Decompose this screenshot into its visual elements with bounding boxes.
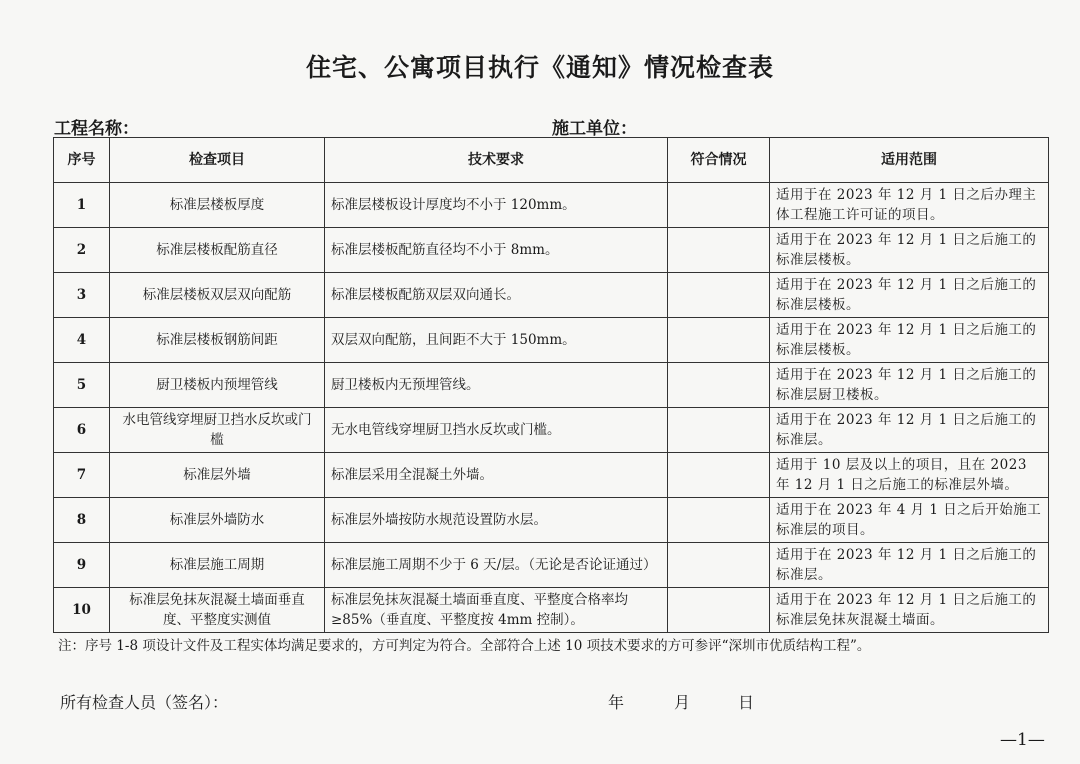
- compliance-cell: [668, 498, 770, 543]
- table-row: [54, 273, 1049, 318]
- check-item: 标准层楼板配筋直径: [110, 228, 325, 273]
- row-num: 2: [54, 228, 110, 273]
- requirement: 标准层外墙按防水规范设置防水层。: [325, 498, 668, 543]
- scope: 适用于在 2023 年 4 月 1 日之后开始施工标准层的项目。: [770, 498, 1049, 543]
- check-item: 标准层外墙防水: [110, 498, 325, 543]
- check-item: 标准层外墙: [110, 453, 325, 498]
- contractor-label: 施工单位：: [552, 119, 637, 139]
- header-requirement: 技术要求: [325, 138, 668, 183]
- compliance-cell: [668, 318, 770, 363]
- date-day-label: 日: [738, 693, 755, 712]
- scope: 适用于在 2023 年 12 月 1 日之后施工的标准层。: [770, 408, 1049, 453]
- project-name-label: 工程名称：: [54, 119, 139, 139]
- table-row: [54, 543, 1049, 588]
- scope: 适用于在 2023 年 12 月 1 日之后施工的标准层楼板。: [770, 273, 1049, 318]
- scope: 适用于在 2023 年 12 月 1 日之后施工的标准层厨卫楼板。: [770, 363, 1049, 408]
- table-row: [54, 363, 1049, 408]
- requirement: 标准层楼板设计厚度均不小于 120mm。: [325, 183, 668, 228]
- row-num: 6: [54, 408, 110, 453]
- header-num: 序号: [54, 138, 110, 183]
- requirement: 标准层楼板配筋双层双向通长。: [325, 273, 668, 318]
- table-row: [54, 183, 1049, 228]
- compliance-cell: [668, 183, 770, 228]
- table-row: [54, 408, 1049, 453]
- row-num: 8: [54, 498, 110, 543]
- scope: 适用于在 2023 年 12 月 1 日之后施工的标准层楼板。: [770, 228, 1049, 273]
- check-item: 厨卫楼板内预埋管线: [110, 363, 325, 408]
- signature-label: 所有检查人员（签名）：: [60, 693, 229, 712]
- page-number: —1—: [1000, 730, 1045, 750]
- scope: 适用于在 2023 年 12 月 1 日之后施工的标准层楼板。: [770, 318, 1049, 363]
- scope: 适用于 10 层及以上的项目，且在 2023 年 12 月 1 日之后施工的标准层外墙。: [770, 453, 1049, 498]
- row-num: 10: [54, 588, 110, 633]
- document-title: 住宅、公寓项目执行《通知》情况检查表: [305, 53, 774, 82]
- check-item: 标准层施工周期: [110, 543, 325, 588]
- requirement: 标准层采用全混凝土外墙。: [325, 453, 668, 498]
- table-row: [54, 318, 1049, 363]
- compliance-cell: [668, 453, 770, 498]
- row-num: 1: [54, 183, 110, 228]
- scope: 适用于在 2023 年 12 月 1 日之后施工的标准层免抹灰混凝土墙面。: [770, 588, 1049, 633]
- table-row: [54, 453, 1049, 498]
- inspection-table: [53, 137, 1049, 633]
- table-header-row: [54, 138, 1049, 183]
- scope: 适用于在 2023 年 12 月 1 日之后施工的标准层。: [770, 543, 1049, 588]
- row-num: 5: [54, 363, 110, 408]
- check-item: 标准层楼板钢筋间距: [110, 318, 325, 363]
- requirement: 厨卫楼板内无预埋管线。: [325, 363, 668, 408]
- row-num: 9: [54, 543, 110, 588]
- compliance-cell: [668, 588, 770, 633]
- check-item: 水电管线穿埋厨卫挡水反坎或门槛: [110, 408, 325, 453]
- check-item: 标准层免抹灰混凝土墙面垂直度、平整度实测值: [110, 588, 325, 633]
- table-row: [54, 498, 1049, 543]
- requirement: 无水电管线穿埋厨卫挡水反坎或门槛。: [325, 408, 668, 453]
- header-item: 检查项目: [110, 138, 325, 183]
- date-month-label: 月: [674, 693, 691, 712]
- table-row: [54, 588, 1049, 633]
- row-num: 3: [54, 273, 110, 318]
- date-year-label: 年: [608, 693, 625, 712]
- header-scope: 适用范围: [770, 138, 1049, 183]
- header-compliance: 符合情况: [668, 138, 770, 183]
- requirement: 标准层施工周期不少于 6 天/层。（无论是否论证通过）: [325, 543, 668, 588]
- compliance-cell: [668, 273, 770, 318]
- table-row: [54, 228, 1049, 273]
- footnote: 注：序号 1-8 项设计文件及工程实体均满足要求的，方可判定为符合。全部符合上述 10 项技术要求的方可参评“深圳市优质结构工程”。: [58, 638, 871, 654]
- row-num: 7: [54, 453, 110, 498]
- requirement: 标准层楼板配筋直径均不小于 8mm。: [325, 228, 668, 273]
- compliance-cell: [668, 408, 770, 453]
- requirement: 标准层免抹灰混凝土墙面垂直度、平整度合格率均≥85%（垂直度、平整度按 4mm 控制）。: [325, 588, 668, 633]
- requirement: 双层双向配筋，且间距不大于 150mm。: [325, 318, 668, 363]
- check-item: 标准层楼板双层双向配筋: [110, 273, 325, 318]
- scope: 适用于在 2023 年 12 月 1 日之后办理主体工程施工许可证的项目。: [770, 183, 1049, 228]
- compliance-cell: [668, 228, 770, 273]
- row-num: 4: [54, 318, 110, 363]
- compliance-cell: [668, 363, 770, 408]
- compliance-cell: [668, 543, 770, 588]
- check-item: 标准层楼板厚度: [110, 183, 325, 228]
